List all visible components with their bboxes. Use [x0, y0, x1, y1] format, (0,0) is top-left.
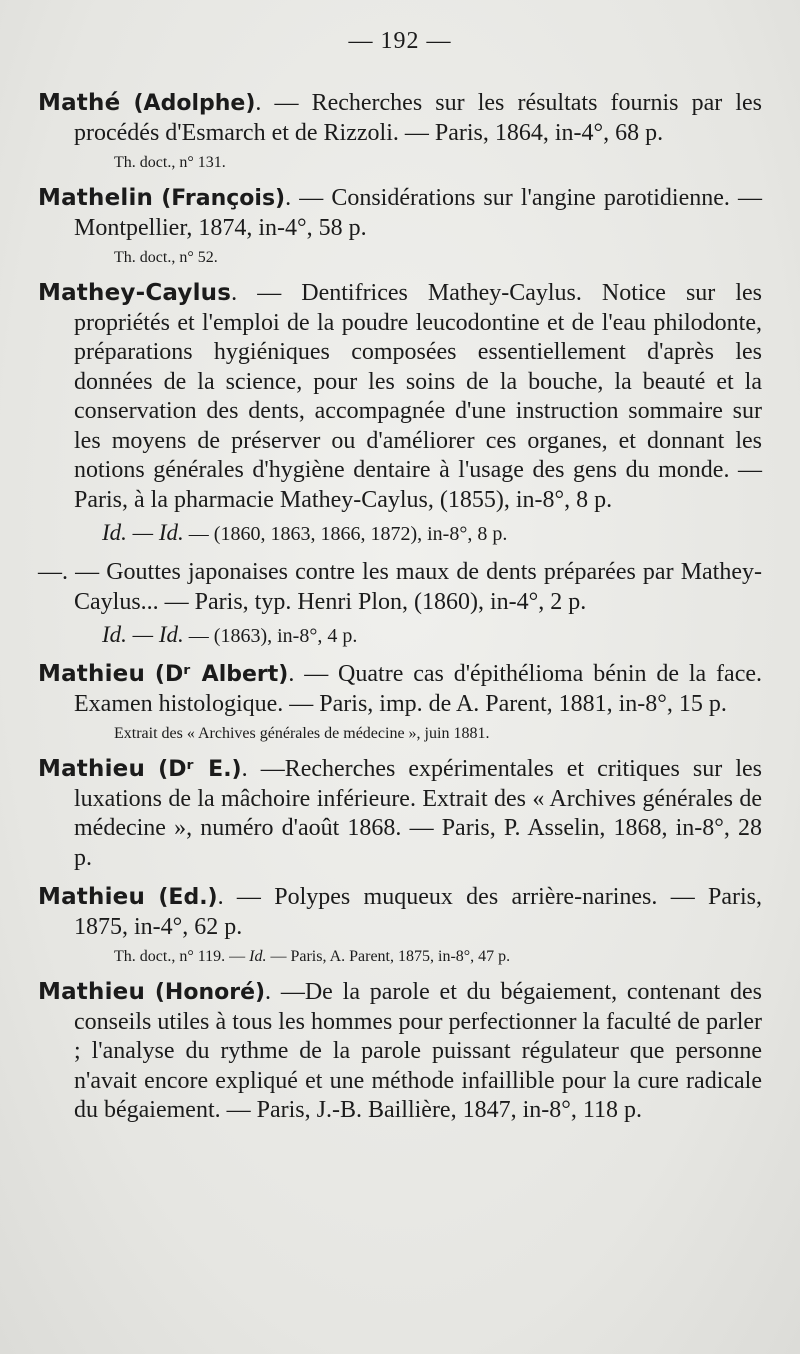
author-given-name: (François) — [161, 186, 286, 211]
entry-reprint-line — [38, 519, 762, 548]
entry-body — [38, 660, 762, 719]
entry-body — [38, 755, 762, 873]
reprint-ibid: Id. — Id. — [102, 622, 184, 647]
author-surname: Mathey-Caylus — [38, 280, 232, 306]
entry-text: . — Dentifrices Mathey-Caylus. Notice sur les propriétés et l'emploi de la poudre leucodontine et de l'eau philodonte, préparations hygiéniques composées essentiellement d'après les données de la science, pour les soins de la bouche, la beauté et la conservation des dents, accompagnée d'une instruction sommaire sur les moyens de préserver ou d'améliorer ces organes, et donnant les notions générales d'hygiène dentaire à l'usage des gens du monde. — Paris, à la pharmacie Mathey-Caylus, (1855), in-8°, 8 p. — [74, 280, 762, 513]
entry-body — [38, 883, 762, 942]
bibliography-entry — [38, 883, 762, 968]
author-surname: Mathelin — [38, 185, 154, 211]
entry-note — [38, 946, 762, 968]
author-surname: Mathé — [38, 90, 121, 116]
bibliography-entry — [38, 978, 762, 1126]
reprint-details: — (1860, 1863, 1866, 1872), in-8°, 8 p. — [183, 523, 508, 545]
reprint-ibid: Id. — Id. — [102, 520, 184, 545]
entry-body — [38, 978, 762, 1126]
note-edition: — Paris, A. Parent, 1875, in-8°, 47 p. — [266, 948, 511, 965]
entry-note: Extrait des « Archives générales de médecine », juin 1881. — [114, 725, 490, 742]
author-surname: Mathieu — [38, 979, 146, 1005]
entry-reprint-line — [38, 621, 762, 650]
entry-text: . —Recherches expérimentales et critiques sur les luxations de la mâchoire inférieure. Extrait des « Archives générales de médecine », numéro d'août 1868. — Paris, P. Asselin, 1868, in-8°, 28 p. — [74, 756, 763, 871]
entry-body — [38, 279, 762, 515]
entry-text: —. — Gouttes japonaises contre les maux de dents préparées par Mathey-Caylus... — Paris, typ. Henri Plon, (1860), in-4°, 2 p. — [38, 559, 762, 615]
entry-text: . — Considérations sur l'angine parotidienne. — Montpellier, 1874, in-4°, 58 p. — [74, 185, 762, 241]
bibliography-entry — [38, 755, 762, 873]
bibliography-entry — [38, 89, 762, 174]
bibliography-entry — [38, 184, 762, 269]
note-ibid: Id. — [249, 948, 267, 965]
entry-body — [38, 89, 762, 148]
entry-text: . — Recherches sur les résultats fournis par les procédés d'Esmarch et de Rizzoli. — Paris, 1864, in-4°, 68 p. — [74, 90, 763, 146]
author-given-name: (Ed.) — [158, 885, 218, 910]
entry-body — [38, 558, 762, 617]
entry-text: . — Quatre cas d'épithélioma bénin de la face. Examen histologique. — Paris, imp. de A. Parent, 1881, in-8°, 15 p. — [74, 661, 762, 717]
entry-text: . — Polypes muqueux des arrière-narines. — Paris, 1875, in-4°, 62 p. — [74, 884, 763, 940]
entry-note: Th. doct., n° 131. — [114, 154, 226, 171]
entry-note: Th. doct., n° 52. — [114, 249, 218, 266]
author-given-name: (Adolphe) — [133, 91, 256, 116]
bibliography-entry — [38, 660, 762, 745]
entry-body — [38, 184, 762, 243]
note-thesis: Th. doct., n° 119. — — [114, 948, 250, 965]
author-given-name: (Dʳ Albert) — [154, 662, 289, 687]
page-number: — 192 — — [348, 28, 452, 54]
author-surname: Mathieu — [38, 756, 146, 782]
author-surname: Mathieu — [38, 661, 146, 687]
entry-text: . —De la parole et du bégaiement, contenant des conseils utiles à tous les hommes pour perfectionner la faculté de parler ; l'analyse du rythme de la parole puissant régulateur que personne n'avait encore expliqué et une méthode infaillible pour la cure radicale du bégaiement. — Paris, J.-B. Baillière, 1847, in-8°, 118 p. — [74, 979, 762, 1123]
bibliography-entry — [38, 558, 762, 650]
author-given-name: (Honoré) — [154, 980, 266, 1005]
author-surname: Mathieu — [38, 884, 146, 910]
bibliography-entry — [38, 279, 762, 548]
reprint-details: — (1863), in-8°, 4 p. — [183, 625, 358, 647]
author-given-name: (Dʳ E.) — [158, 757, 242, 782]
